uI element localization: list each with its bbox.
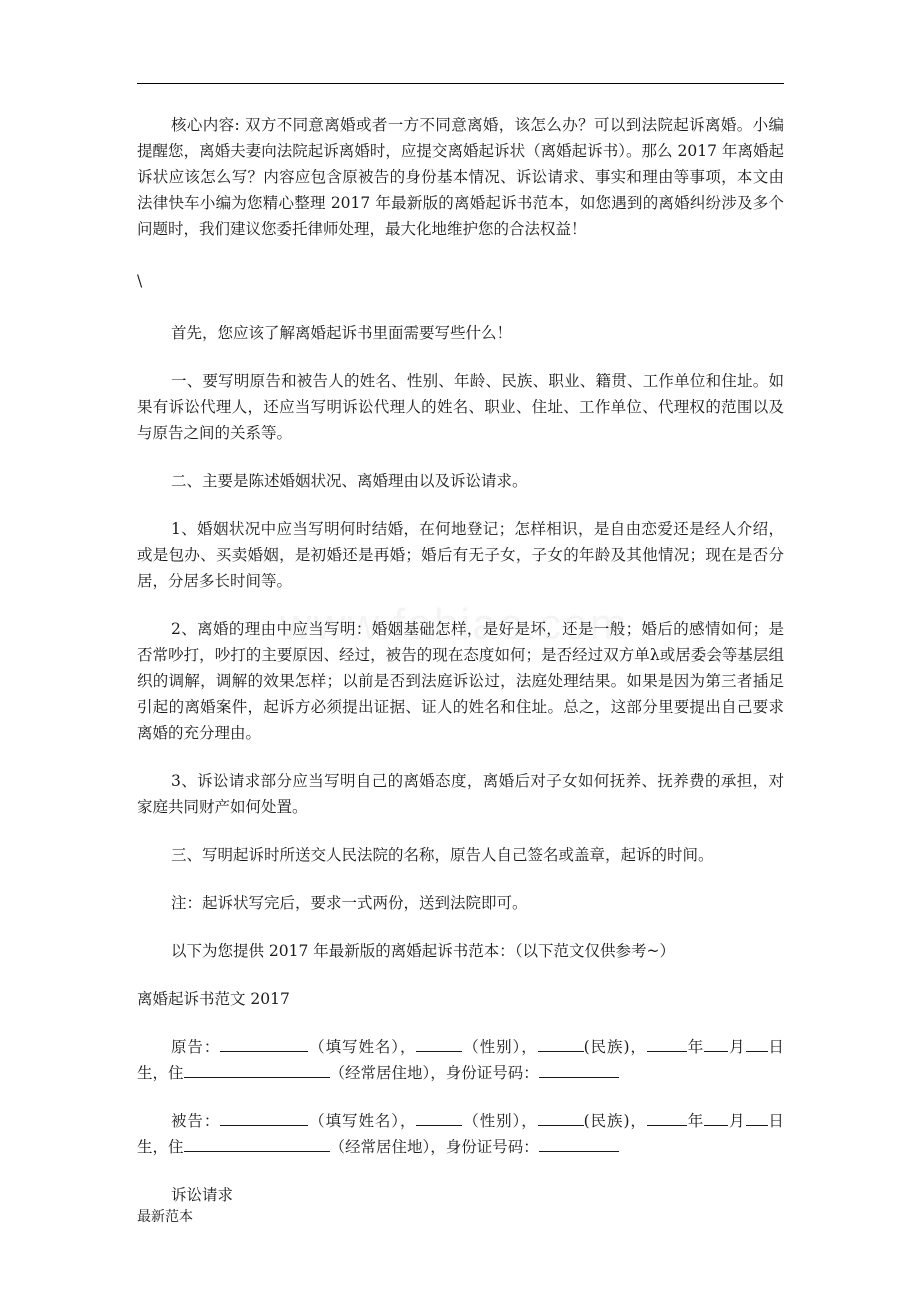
defendant-address-blank [184, 1135, 330, 1152]
defendant-year-blank [647, 1109, 687, 1126]
born-live-label: 生，住 [137, 1064, 184, 1082]
plaintiff-year-blank [647, 1035, 687, 1052]
section-one: 一、要写明原告和被告人的姓名、性别、年龄、民族、职业、籍贯、工作单位和住址。如果有诉讼代理人，还应当写明诉讼代理人的姓名、职业、住址、工作单位、代理权的范围以及与原告之间的关系等。 [137, 372, 784, 442]
note-paragraph: 注：起诉状写完后，要求一式两份，送到法院即可。 [171, 894, 528, 912]
section-three: 三、写明起诉时所送交人民法院的名称，原告人自己签名或盖章，起诉的时间。 [171, 846, 714, 864]
document-body [137, 112, 784, 1208]
plaintiff-day-blank [746, 1035, 768, 1052]
plaintiff-ethnic-blank [538, 1035, 584, 1052]
gender-hint: （性别）， [462, 1112, 538, 1130]
born-live-label: 生，住 [137, 1138, 184, 1156]
ethnic-hint: (民族)， [583, 1038, 647, 1056]
offer-paragraph: 以下为您提供 2017 年最新版的离婚起诉书范本：（以下范文仅供参考~） [171, 942, 676, 960]
section-two: 二、主要是陈述婚姻状况、离婚理由以及诉讼请求。 [171, 472, 528, 490]
section-two-item-2: 2、离婚的理由中应当写明：婚姻基础怎样，是好是坏，还是一般；婚后的感情如何；是否常吵打，吵打的主要原因、经过，被告的现在态度如何；是否经过双方单λ或居委会等基层组织的调解，调解的效果怎样；以前是否到法庭诉讼过，法庭处理结果。如果是因为第三者插足引起的离婚案件，起诉方必须提出证据、证人的姓名和住址。总之，这部分里要提出自己要求离婚的充分理由。 [137, 620, 784, 742]
day-label: 日 [767, 1112, 784, 1130]
plaintiff-gender-blank [416, 1035, 462, 1052]
defendant-gender-blank [416, 1109, 462, 1126]
residence-hint: （经常居住地），身份证号码： [329, 1064, 539, 1082]
defendant-id-blank [539, 1135, 619, 1152]
year-label: 年 [686, 1112, 705, 1130]
name-hint: （填写姓名）， [308, 1038, 417, 1056]
plaintiff-month-blank [704, 1035, 728, 1052]
defendant-fields [137, 1108, 784, 1160]
year-label: 年 [686, 1038, 705, 1056]
intro-paragraph: 核心内容: 双方不同意离婚或者一方不同意离婚，该怎么办？可以到法院起诉离婚。小编提醒您，离婚夫妻向法院起诉离婚时，应提交离婚起诉状（离婚起诉书）。那么 2017 年离婚起诉状应该怎么写？内容应包含原被告的身份基本情况、诉讼请求、事实和理由等事项，本文由法律快车小编为您精心整理 2017 年最新版的离婚起诉书范本，如您遇到的离婚纠纷涉及多个问题时，我们建议您委托律师处理，最大化地维护您的合法权益！ [137, 116, 784, 238]
plaintiff-fields [137, 1034, 784, 1086]
month-label: 月 [728, 1038, 746, 1056]
defendant-label: 被告： [171, 1112, 221, 1130]
defendant-month-blank [704, 1109, 728, 1126]
section-two-item-1: 1、婚姻状况中应当写明何时结婚，在何地登记；怎样相识，是自由恋爱还是经人介绍，或是包办、买卖婚姻，是初婚还是再婚；婚后有无子女，子女的年龄及其他情况；现在是否分居，分居多长时间等。 [137, 520, 784, 590]
backslash-line: \ [137, 272, 143, 290]
plaintiff-id-blank [539, 1061, 619, 1078]
plaintiff-label: 原告： [171, 1038, 221, 1056]
day-label: 日 [767, 1038, 784, 1056]
litigation-heading: 诉讼请求 [171, 1186, 234, 1204]
ethnic-hint: (民族)， [583, 1112, 647, 1130]
month-label: 月 [728, 1112, 746, 1130]
defendant-ethnic-blank [538, 1109, 584, 1126]
gender-hint: （性别）， [462, 1038, 538, 1056]
plaintiff-name-blank [220, 1035, 308, 1052]
defendant-day-blank [746, 1109, 768, 1126]
sample-title: 离婚起诉书范文 2017 [137, 990, 290, 1008]
section-two-item-3: 3、诉讼请求部分应当写明自己的离婚态度，离婚后对子女如何抚养、抚养费的承担，对家庭共同财产如何处置。 [137, 772, 784, 816]
header-rule [137, 83, 784, 84]
name-hint: （填写姓名）， [308, 1112, 417, 1130]
first-paragraph: 首先，您应该了解离婚起诉书里面需要写些什么！ [171, 324, 513, 342]
page-footer: 最新范本 [137, 1209, 193, 1225]
residence-hint: （经常居住地），身份证号码： [329, 1138, 539, 1156]
defendant-name-blank [220, 1109, 308, 1126]
plaintiff-address-blank [184, 1061, 330, 1078]
